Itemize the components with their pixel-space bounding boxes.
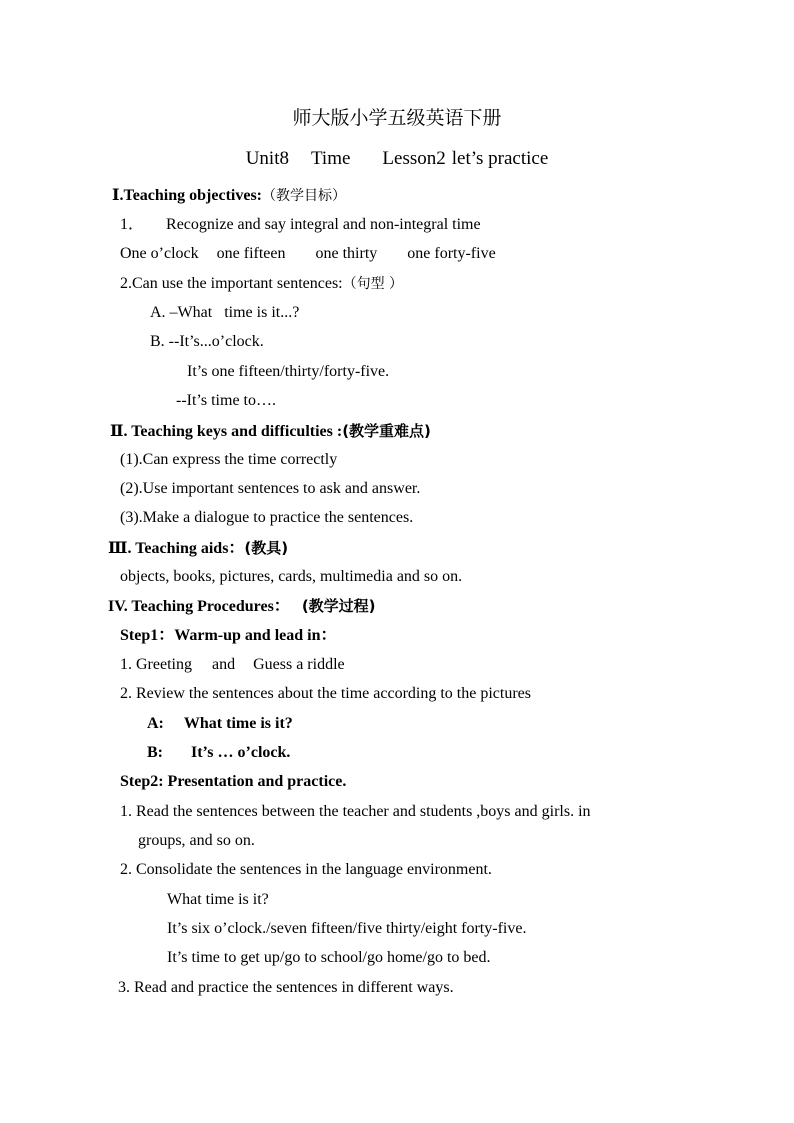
step2-item-2-question: What time is it? [167, 891, 269, 908]
step2-item-2-answer-1: It’s six o’clock./seven fifteen/five thirty/eight forty-five. [167, 920, 527, 937]
step2-item-1-line-1: 1. Read the sentences between the teacher and students ,boys and girls. in [120, 803, 591, 820]
aids-heading: Ⅲ. Teaching aids：(教具) [108, 539, 289, 557]
step2-item-1-line-2: groups, and so on. [138, 832, 255, 849]
unit-label: Unit8 [245, 148, 289, 169]
lesson-name: let’s practice [451, 148, 549, 169]
dialog-a: A: What time is it? [147, 715, 293, 732]
lesson-title [0, 147, 794, 171]
objective-item-2: 2.Can use the important sentences:（句型 ） [120, 275, 404, 292]
unit-name: Time [310, 148, 351, 169]
sentence-a: A. –What time is it...? [150, 304, 300, 321]
aids-text: objects, books, pictures, cards, multimedia and so on. [120, 568, 463, 585]
objective-item-1: 1． Recognize and say integral and non-integral time [120, 216, 481, 233]
step2-item-3: 3. Read and practice the sentences in different ways. [118, 979, 454, 996]
procedures-heading: IV. Teaching Procedures： (教学过程) [108, 597, 376, 615]
keys-heading: Ⅱ. Teaching keys and difficulties :(教学重难点) [110, 422, 431, 440]
step1-heading: Step1：Warm-up and lead in： [120, 627, 337, 644]
sentence-b: B. --It’s...o’clock. [150, 333, 264, 350]
time-examples: One o’clock one fifteen one thirty one forty-five [120, 245, 496, 262]
book-title: 师大版小学五级英语下册 [292, 107, 502, 129]
keys-item-3: (3).Make a dialogue to practice the sentences. [120, 509, 414, 526]
lesson-label: Lesson2 [382, 148, 446, 169]
keys-item-2: (2).Use important sentences to ask and answer. [120, 480, 421, 497]
step2-item-2: 2. Consolidate the sentences in the language environment. [120, 861, 492, 878]
dialog-b: B: It’s … o’clock. [147, 744, 291, 761]
sentence-c: --It’s time to…. [176, 392, 276, 409]
step1-item-1: 1. Greeting and Guess a riddle [120, 656, 345, 673]
step2-heading: Step2: Presentation and practice. [120, 773, 347, 790]
sentence-b2: It’s one fifteen/thirty/forty-five. [187, 363, 390, 380]
step1-item-2: 2. Review the sentences about the time according to the pictures [120, 685, 531, 702]
objectives-heading: Ⅰ.Teaching objectives:（教学目标） [112, 187, 346, 204]
keys-item-1: (1).Can express the time correctly [120, 451, 338, 468]
step2-item-2-answer-2: It’s time to get up/go to school/go home/go to bed. [167, 949, 491, 966]
